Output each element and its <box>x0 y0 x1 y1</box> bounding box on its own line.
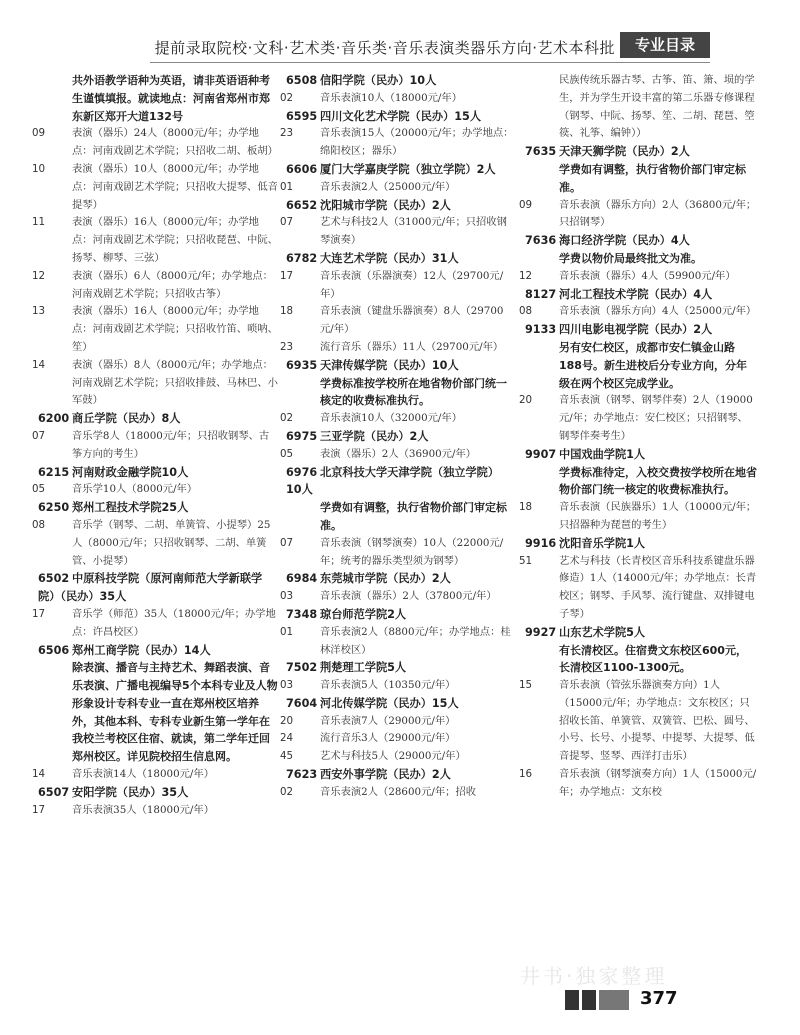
major-text: 音乐表演（乐器演奏）12人（29700元/年） <box>320 269 504 300</box>
major-text: 音乐学8人（18000元/年；只招收钢琴、古筝方向的考生） <box>72 429 270 460</box>
school-code: 6606 <box>286 162 318 176</box>
school-entry <box>286 606 514 624</box>
bar-block <box>565 990 579 1010</box>
header-title: 提前录取院校·文科·艺术类·音乐类·音乐表演类器乐方向·艺术本科批 <box>154 39 615 57</box>
major-code: 14 <box>32 358 46 371</box>
school-note: 除表演、播音与主持艺术、舞蹈表演、音乐表演、广播电视编导5个本科专业及人物形象设计专科专业一直在郑州校区培养外，其他本科、专科专业新生第一学年在我校兰考校区住宿、就读，第二学年迁回郑州校区。详见院校招生信息网。 <box>72 661 278 764</box>
school-note: 学费如有调整，执行省物价部门审定标准。 <box>559 162 746 194</box>
school-name: 琼台师范学院2人 <box>320 607 407 621</box>
major-entry <box>280 339 514 357</box>
major-code: 07 <box>280 216 294 229</box>
major-text: 音乐表演（钢琴演奏方向）1人（15000元/年；办学地点：文东校 <box>559 768 757 798</box>
school-note: 有长清校区。住宿费文东校区600元，长清校区1100-1300元。 <box>559 643 747 675</box>
major-entry <box>525 72 757 143</box>
major-text: 音乐表演2人（25000元/年） <box>320 180 456 193</box>
bar-block <box>582 990 596 1010</box>
major-code: 14 <box>32 768 46 781</box>
school-entry <box>525 446 757 464</box>
major-entry <box>280 784 514 802</box>
major-text: 音乐表演15人（20000元/年；办学地点：绵阳校区；器乐） <box>320 127 514 158</box>
column-left <box>32 72 278 819</box>
major-text: 音乐表演14人（18000元/年） <box>72 768 214 781</box>
school-code: 7502 <box>286 661 318 675</box>
major-entry <box>280 410 514 428</box>
major-entry <box>519 499 757 535</box>
school-entry <box>286 161 514 179</box>
school-note: 学费如有调整，执行省物价部门审定标准。 <box>320 501 507 532</box>
school-entry <box>525 286 757 304</box>
school-name: 河北传媒学院（民办）15人 <box>320 696 459 710</box>
school-code: 6250 <box>38 501 70 515</box>
school-name: 天津天狮学院（民办）2人 <box>559 145 690 159</box>
major-text: 音乐表演5人（10350元/年） <box>320 679 456 692</box>
major-code: 23 <box>280 340 294 353</box>
major-code: 07 <box>32 429 46 442</box>
major-text: 音乐表演35人（18000元/年） <box>72 803 214 816</box>
school-entry <box>286 766 514 784</box>
school-name: 北京科技大学天津学院（独立学院）10人 <box>286 465 500 497</box>
school-code: 6782 <box>286 251 318 265</box>
major-entry <box>280 588 514 606</box>
major-text: 流行音乐（器乐）11人（29700元/年） <box>320 340 504 353</box>
school-entry <box>38 499 278 517</box>
major-text: 音乐表演10人（32000元/年） <box>320 412 462 425</box>
school-name: 山东艺术学院5人 <box>559 625 646 639</box>
school-name: 东莞城市学院（民办）2人 <box>320 572 451 586</box>
school-entry <box>525 535 757 553</box>
school-code: 8127 <box>525 287 557 301</box>
header-tag: 专业目录 <box>620 32 710 58</box>
major-code: 03 <box>280 590 294 603</box>
school-name: 四川电影电视学院（民办）2人 <box>559 323 713 337</box>
major-code: 17 <box>280 269 294 282</box>
major-entry <box>32 303 278 356</box>
school-name: 郑州工商学院（民办）14人 <box>72 643 211 657</box>
major-entry <box>519 392 757 445</box>
major-text: 表演（器乐）6人（8000元/年；办学地点：河南戏剧艺术学院；只招收古筝） <box>72 269 273 300</box>
column-middle <box>280 72 514 802</box>
major-entry <box>280 446 514 464</box>
major-text: 音乐表演（钢琴演奏）10人（22000元/年；统考的器乐类型须为钢琴） <box>320 536 504 567</box>
school-entry <box>286 357 514 375</box>
major-entry <box>280 303 514 339</box>
major-text: 音乐表演2人（8800元/年；办学地点：桂林洋校区） <box>320 625 511 656</box>
school-entry <box>38 464 278 482</box>
major-text: 音乐表演（器乐）4人（59900元/年） <box>559 269 736 282</box>
major-text: 音乐学10人（8000元/年） <box>72 483 198 496</box>
school-note: 学费以物价局最终批文为准。 <box>559 251 702 265</box>
school-code: 6215 <box>38 465 70 479</box>
school-entry <box>286 464 514 500</box>
school-name: 河南财政金融学院10人 <box>72 465 189 479</box>
major-text: 音乐表演（钢琴、钢琴伴奏）2人（19000元/年；办学地点：安仁校区；只招钢琴、钢琴伴奏考生） <box>559 394 753 442</box>
school-code: 9907 <box>525 447 557 461</box>
major-text: 表演（器乐）24人（8000元/年；办学地点：河南戏剧艺术学院；只招收二胡、板胡） <box>72 127 278 158</box>
school-code: 7636 <box>525 234 557 248</box>
school-name: 四川文化艺术学院（民办）15人 <box>320 109 482 123</box>
major-entry <box>280 624 514 660</box>
school-code: 7635 <box>525 145 557 159</box>
major-text: 艺术与科技2人（31000元/年；只招收钢琴演奏） <box>320 216 507 247</box>
school-entry <box>286 695 514 713</box>
major-text: 音乐学（钢琴、二胡、单簧管、小提琴）25人（8000元/年；只招收钢琴、二胡、单簧管、小提琴） <box>72 518 271 567</box>
major-entry <box>32 766 278 784</box>
major-entry <box>280 535 514 571</box>
major-text: 流行音乐3人（29000元/年） <box>320 732 456 745</box>
major-code: 18 <box>519 501 533 514</box>
school-entry <box>286 197 514 215</box>
school-name: 三亚学院（民办）2人 <box>320 429 429 443</box>
school-entry <box>286 428 514 446</box>
school-code: 7623 <box>286 768 318 782</box>
major-entry <box>519 677 757 766</box>
school-entry <box>38 570 278 606</box>
major-entry <box>519 197 757 233</box>
major-code: 02 <box>280 91 294 104</box>
major-code: 24 <box>280 732 294 745</box>
school-entry <box>286 250 514 268</box>
major-entry <box>280 713 514 731</box>
school-entry <box>525 624 757 642</box>
major-code: 12 <box>519 269 533 282</box>
major-text: 音乐表演（键盘乐器演奏）8人（29700元/年） <box>320 305 504 336</box>
school-code: 9927 <box>525 625 557 639</box>
major-code: 11 <box>32 216 46 229</box>
major-entry <box>32 125 278 161</box>
school-code: 6652 <box>286 198 318 212</box>
major-code: 02 <box>280 785 294 798</box>
major-code: 17 <box>32 607 46 620</box>
major-entry <box>519 303 757 321</box>
major-text: 表演（器乐）10人（8000元/年；办学地点：河南戏剧艺术学院；只招收大提琴、低音提琴） <box>72 162 278 211</box>
major-text: 音乐表演10人（18000元/年） <box>320 91 462 104</box>
school-code: 6507 <box>38 785 70 799</box>
school-code: 9916 <box>525 536 557 550</box>
major-code: 10 <box>32 162 46 175</box>
major-code: 51 <box>519 554 533 567</box>
school-name: 信阳学院（民办）10人 <box>320 74 437 87</box>
school-entry <box>525 143 757 161</box>
major-code: 08 <box>32 518 46 531</box>
major-entry <box>32 428 278 464</box>
major-text: 艺术与科技（长青校区音乐科技系键盘乐器修造）1人（14000元/年；办学地点：长青校区；钢琴、手风琴、流行键盘、双排键电子琴） <box>559 554 757 620</box>
school-name: 厦门大学嘉庚学院（独立学院）2人 <box>320 162 496 176</box>
major-code: 03 <box>280 679 294 692</box>
major-code: 01 <box>280 180 294 193</box>
major-entry <box>519 553 757 624</box>
major-code: 23 <box>280 127 294 140</box>
school-entry <box>525 321 757 339</box>
major-code: 20 <box>280 714 294 727</box>
school-note: 共外语教学语种为英语，请非英语语种考生谨慎填报。就读地点：河南省郑州市郑东新区郑开大道132号 <box>72 74 270 123</box>
major-code: 09 <box>519 198 533 211</box>
major-entry <box>32 802 278 820</box>
school-code: 6502 <box>38 572 70 586</box>
major-text: 表演（器乐）16人（8000元/年；办学地点：河南戏剧艺术学院；只招收竹笛、唢呐、笙） <box>72 305 278 353</box>
school-name: 河北工程技术学院（民办）4人 <box>559 287 713 301</box>
school-name: 西安外事学院（民办）2人 <box>320 768 451 782</box>
school-code: 7348 <box>286 607 318 621</box>
school-name: 沈阳城市学院（民办）2人 <box>320 198 451 212</box>
major-code: 18 <box>280 305 294 318</box>
major-text: 音乐表演（器乐）2人（37800元/年） <box>320 590 497 603</box>
major-text: 表演（器乐）16人（8000元/年；办学地点：河南戏剧艺术学院；只招收琵琶、中阮、扬琴、柳琴、三弦） <box>72 216 278 264</box>
school-name: 海口经济学院（民办）4人 <box>559 234 690 248</box>
major-text: 音乐表演2人（28600元/年；招收 <box>320 785 477 798</box>
major-entry <box>32 214 278 267</box>
major-code: 09 <box>32 127 46 140</box>
major-entry <box>32 517 278 570</box>
major-code: 15 <box>519 679 533 692</box>
school-entry <box>525 232 757 250</box>
major-entry <box>280 730 514 748</box>
school-code: 6984 <box>286 572 318 586</box>
major-entry <box>280 268 514 304</box>
school-code: 7604 <box>286 696 318 710</box>
school-code: 9133 <box>525 323 557 337</box>
school-note: 另有安仁校区，成都市安仁镇金山路188号。新生进校后分专业方向，分年级在两个校区完成学业。 <box>559 340 747 390</box>
major-entry <box>280 214 514 250</box>
school-name: 郑州工程技术学院25人 <box>72 501 189 515</box>
page-bar-decoration <box>565 990 632 1014</box>
major-text: 艺术与科技5人（29000元/年） <box>320 750 466 763</box>
school-note: 学费标准按学校所在地省物价部门统一核定的收费标准执行。 <box>320 376 507 408</box>
school-code: 6935 <box>286 358 318 372</box>
bar-block <box>599 990 629 1010</box>
major-text: 民族传统乐器古琴、古筝、笛、箫、埙的学生，并为学生开设丰富的第二乐器专修课程（钢琴、中阮、扬琴、笙、二胡、琵琶、箜篌、礼筝、编钟）） <box>559 74 755 140</box>
school-name: 中原科技学院（原河南师范大学新联学院）（民办）35人 <box>38 572 263 604</box>
major-text: 表演（器乐）8人（8000元/年；办学地点：河南戏剧艺术学院；只招收排鼓、马林巴、小军鼓） <box>72 358 278 407</box>
page-number: 377 <box>640 988 678 1009</box>
major-code: 08 <box>519 305 533 318</box>
major-entry <box>32 357 278 410</box>
major-code: 13 <box>32 305 46 318</box>
school-name: 中国戏曲学院1人 <box>559 447 646 461</box>
school-entry <box>286 570 514 588</box>
header-divider <box>150 62 710 63</box>
watermark: 井书·独家整理 <box>520 964 668 988</box>
major-entry <box>519 766 757 802</box>
major-code: 07 <box>280 536 294 549</box>
school-name: 荆楚理工学院5人 <box>320 661 407 675</box>
school-note: 学费标准待定，入校交费按学校所在地省物价部门统一核定的收费标准执行。 <box>559 465 757 497</box>
school-code: 6975 <box>286 429 318 443</box>
major-code: 45 <box>280 750 294 763</box>
school-name: 商丘学院（民办）8人 <box>72 412 181 426</box>
major-code: 17 <box>32 803 46 816</box>
major-code: 12 <box>32 269 46 282</box>
school-code: 6200 <box>38 412 70 426</box>
school-name: 天津传媒学院（民办）10人 <box>320 358 459 372</box>
major-entry <box>280 179 514 197</box>
school-code: 6508 <box>286 74 318 87</box>
major-entry <box>519 268 757 286</box>
major-code: 05 <box>32 483 46 496</box>
school-entry <box>286 72 514 90</box>
major-entry <box>280 90 514 108</box>
major-entry <box>32 606 278 642</box>
school-name: 沈阳音乐学院1人 <box>559 536 646 550</box>
major-text: 音乐学（师范）35人（18000元/年；办学地点：许昌校区） <box>72 607 276 638</box>
school-name: 安阳学院（民办）35人 <box>72 785 189 799</box>
column-right <box>519 72 757 802</box>
major-entry <box>280 125 514 161</box>
major-code: 16 <box>519 768 533 781</box>
major-text: 音乐表演（民族器乐）1人（10000元/年；只招器种为琵琶的考生） <box>559 501 757 531</box>
major-code: 20 <box>519 394 533 407</box>
school-entry <box>286 659 514 677</box>
school-entry <box>38 642 278 660</box>
major-text: 音乐表演（器乐方向）4人（25000元/年） <box>559 305 757 318</box>
major-entry <box>32 481 278 499</box>
major-code: 01 <box>280 625 294 638</box>
major-entry <box>32 161 278 214</box>
school-entry <box>38 784 278 802</box>
major-code: 02 <box>280 412 294 425</box>
major-code: 05 <box>280 447 294 460</box>
school-code: 6506 <box>38 643 70 657</box>
major-entry <box>280 748 514 766</box>
school-entry <box>38 410 278 428</box>
school-code: 6976 <box>286 465 318 479</box>
major-text: 音乐表演（管弦乐器演奏方向）1人（15000元/年；办学地点：文东校区；只招收长笛、单簧管、双簧管、巴松、圆号、小号、长号、小提琴、中提琴、大提琴、低音提琴、竖琴、西洋打击乐） <box>559 679 755 763</box>
school-name: 大连艺术学院（民办）31人 <box>320 251 459 265</box>
major-text: 音乐表演7人（29000元/年） <box>320 714 456 727</box>
major-entry <box>32 268 278 304</box>
major-text: 音乐表演（器乐方向）2人（36800元/年；只招钢琴） <box>559 198 757 229</box>
page-header <box>150 30 710 60</box>
school-entry <box>286 108 514 126</box>
major-entry <box>280 677 514 695</box>
major-text: 表演（器乐）2人（36900元/年） <box>320 447 477 460</box>
school-code: 6595 <box>286 109 318 123</box>
